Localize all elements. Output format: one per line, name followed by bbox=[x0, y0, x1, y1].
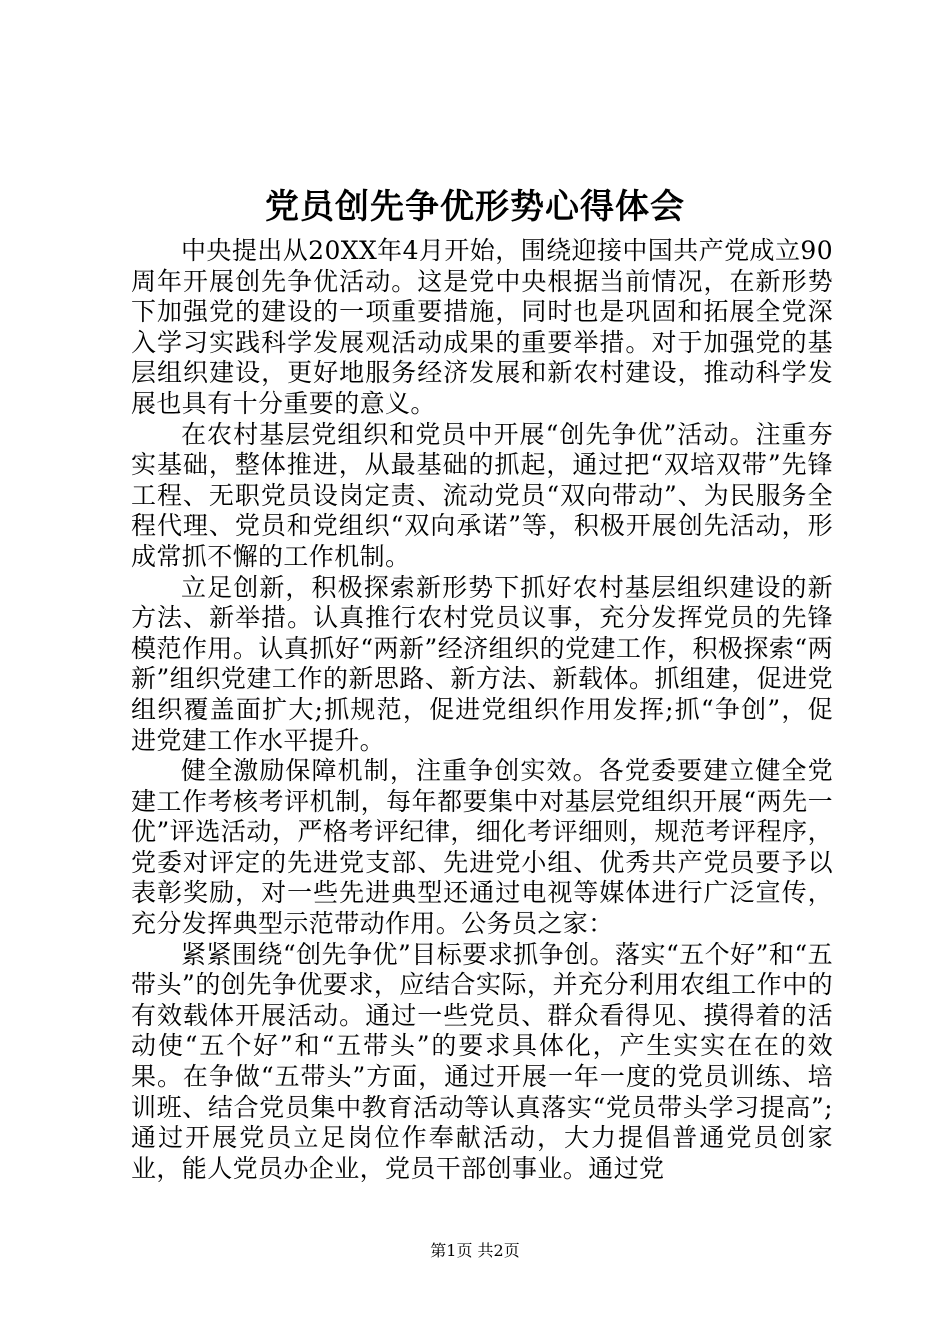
page-number-footer: 第1页 共2页 bbox=[430, 1241, 520, 1260]
paragraph-1: 中央提出从20XX年4月开始，围绕迎接中国共产党成立90周年开展创先争优活动。这是党中央根据当前情况，在新形势下加强党的建设的一项重要措施，同时也是巩固和拓展全党深入学习实践科学发展观活动成果的重要举措。对于加强党的基层组织建设，更好地服务经济发展和新农村建设，推动科学发展也具有十分重要的意义。 bbox=[131, 236, 833, 418]
paragraph-5: 紧紧围绕“创先争优”目标要求抓争创。落实“五个好”和“五带头”的创先争优要求，应结合实际，并充分利用农组工作中的有效载体开展活动。通过一些党员、群众看得见、摸得着的活动使“五个好”和“五带头”的要求具体化，产生实实在在的效果。在争做“五带头”方面，通过开展一年一度的党员训练、培训班、结合党员集中教育活动等认真落实“党员带头学习提高”;通过开展党员立足岗位作奉献活动，大力提倡普通党员创家业，能人党员办企业，党员干部创事业。通过党 bbox=[131, 939, 833, 1183]
document-body bbox=[131, 236, 833, 1184]
paragraph-2: 在农村基层党组织和党员中开展“创先争优”活动。注重夯实基础，整体推进，从最基础的抓起，通过把“双培双带”先锋工程、无职党员设岗定责、流动党员“双向带动”、为民服务全程代理、党员和党组织“双向承诺”等，积极开展创先活动，形成常抓不懈的工作机制。 bbox=[131, 419, 833, 571]
document-title: 党员创先争优形势心得体会 bbox=[265, 187, 685, 227]
paragraph-4: 健全激励保障机制，注重争创实效。各党委要建立健全党建工作考核考评机制，每年都要集中对基层党组织开展“两先一优”评选活动，严格考评纪律，细化考评细则，规范考评程序，党委对评定的先进党支部、先进党小组、优秀共产党员要予以表彰奖励，对一些先进典型还通过电视等媒体进行广泛宣传，充分发挥典型示范带动作用。公务员之家： bbox=[131, 756, 833, 939]
paragraph-3: 立足创新，积极探索新形势下抓好农村基层组织建设的新方法、新举措。认真推行农村党员议事，充分发挥党员的先锋模范作用。认真抓好“两新”经济组织的党建工作，积极探索“两新”组织党建工作的新思路、新方法、新载体。抓组建，促进党组织覆盖面扩大;抓规范，促进党组织作用发挥;抓“争创”，促进党建工作水平提升。 bbox=[131, 572, 833, 755]
